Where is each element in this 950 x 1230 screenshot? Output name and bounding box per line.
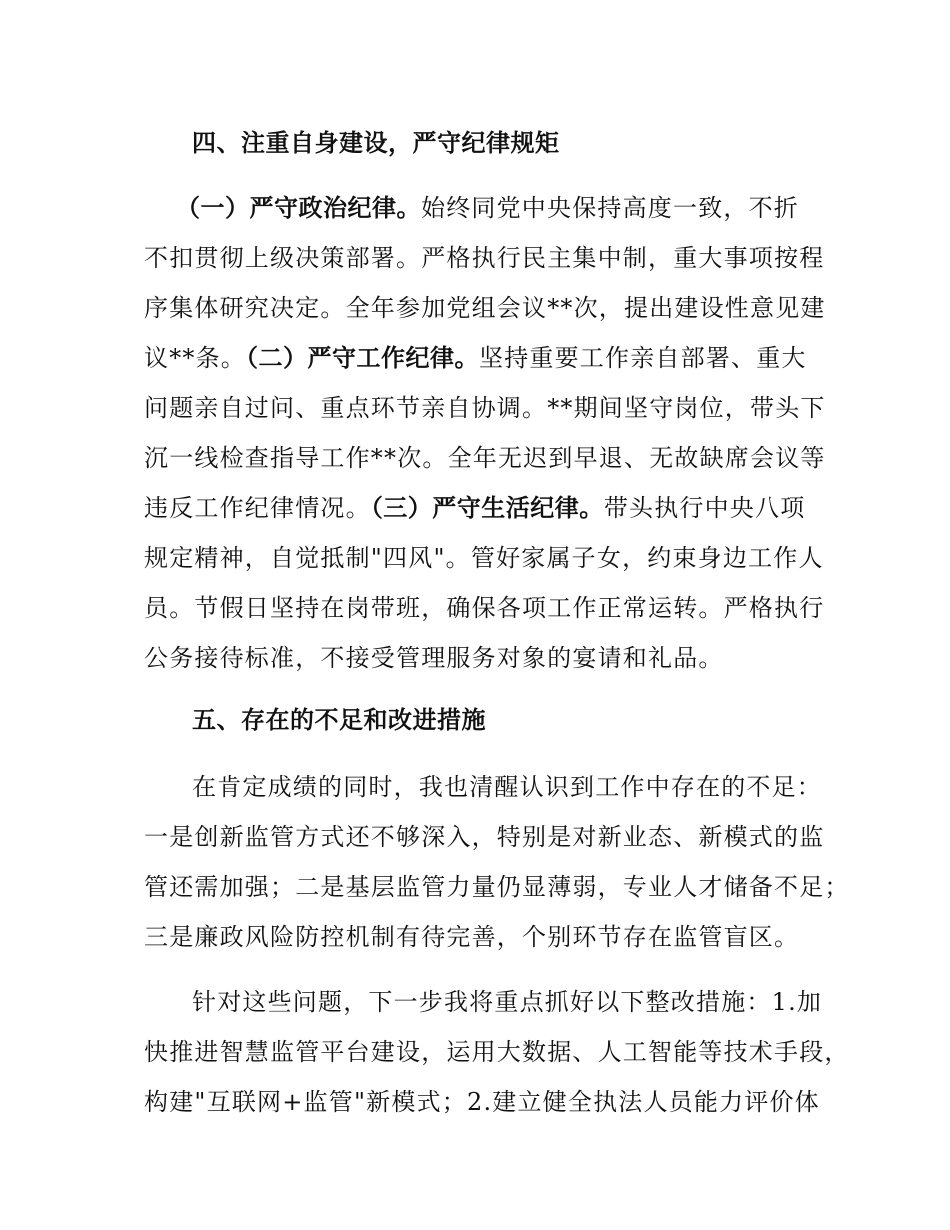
paragraph-line: 员。节假日坚持在岗带班，确保各项工作正常运转。严格执行 bbox=[144, 594, 825, 622]
paragraph-line: 在肯定成绩的同时，我也清醒认识到工作中存在的不足： bbox=[192, 773, 822, 801]
paragraph-line: 针对这些问题，下一步我将重点抓好以下整改措施：1.加 bbox=[192, 988, 823, 1016]
paragraph-line: 沉一线检查指导工作**次。全年无迟到早退、无故缺席会议等 bbox=[144, 444, 826, 472]
paragraph-line: 规定精神，自觉抵制"四风"。管好家属子女，约束身边工作人 bbox=[144, 544, 824, 572]
paragraph-line: 快推进智慧监管平台建设，运用大数据、人工智能等技术手段， bbox=[144, 1038, 850, 1066]
paragraph-line: 构建"互联网+监管"新模式；2.建立健全执法人员能力评价体 bbox=[144, 1088, 820, 1116]
line-text: 坚持重要工作亲自部署、重大 bbox=[479, 344, 807, 372]
line-text: 违反工作纪律情况。 bbox=[144, 494, 371, 522]
paragraph-line bbox=[144, 343, 824, 373]
paragraph-line: 公务接待标准，不接受管理服务对象的宴请和礼品。 bbox=[144, 644, 724, 672]
paragraph-line: 一是创新监管方式还不够深入，特别是对新业态、新模式的监 bbox=[144, 823, 825, 851]
paragraph-line bbox=[144, 493, 824, 523]
paragraph-line: 序集体研究决定。全年参加党组会议**次，提出建设性意见建 bbox=[144, 294, 826, 322]
subheading-life-discipline: （三）严守生活纪律。 bbox=[370, 494, 604, 522]
paragraph-line: 问题亲自过问、重点环节亲自协调。**期间坚守岗位，带头下 bbox=[144, 394, 826, 422]
subheading-political-discipline: （一）严守政治纪律。 bbox=[176, 194, 421, 222]
paragraph-line: 三是廉政风险防控机制有待完善，个别环节存在监管盲区。 bbox=[144, 923, 800, 951]
section-5-heading: 五、存在的不足和改进措施 bbox=[192, 706, 486, 734]
line-text: 议**条。 bbox=[144, 344, 246, 372]
paragraph-line bbox=[176, 193, 856, 223]
paragraph-line: 管还需加强；二是基层监管力量仍显薄弱，专业人才储备不足； bbox=[144, 873, 850, 901]
paragraph-line: 不扣贯彻上级决策部署。严格执行民主集中制，重大事项按程 bbox=[144, 244, 825, 272]
subheading-work-discipline: （二）严守工作纪律。 bbox=[246, 344, 479, 372]
line-text: 始终同党中央保持高度一致，不折 bbox=[421, 194, 799, 222]
line-text: 带头执行中央八项 bbox=[603, 494, 806, 522]
section-4-heading: 四、注重自身建设，严守纪律规矩 bbox=[192, 129, 560, 157]
